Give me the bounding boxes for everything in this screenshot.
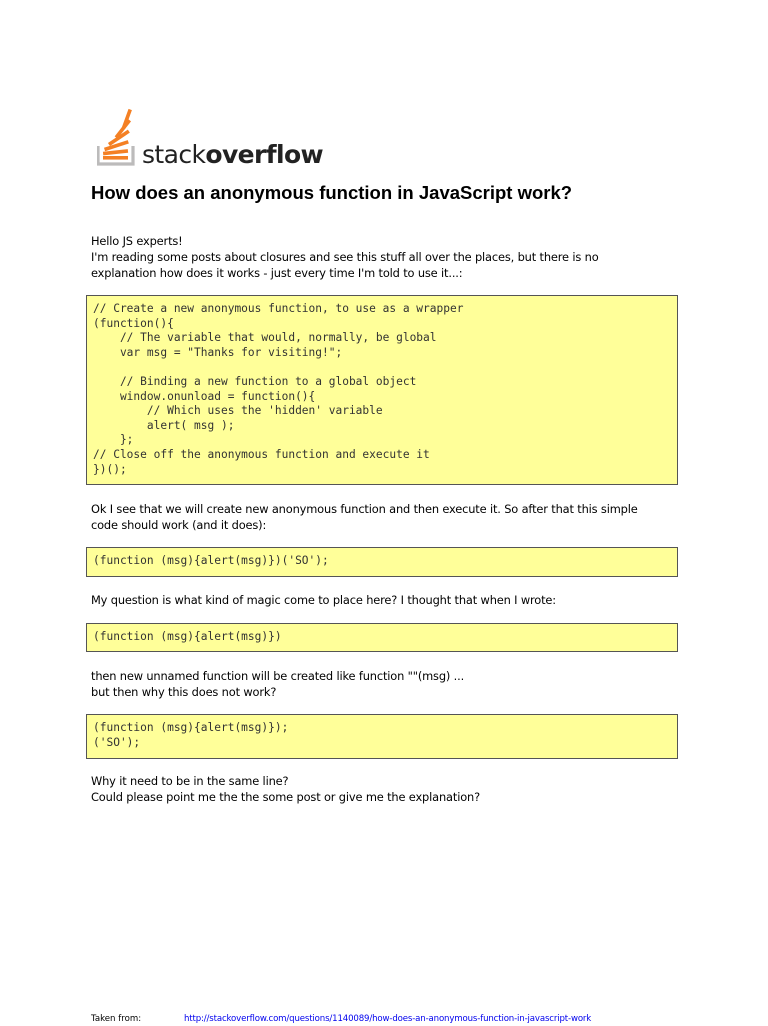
question-title: How does an anonymous function in JavaScript work? xyxy=(91,182,573,203)
code-block-broken-call: (function (msg){alert(msg)}); ('SO'); xyxy=(86,714,678,759)
code-block-working-call: (function (msg){alert(msg)})('SO'); xyxy=(86,547,678,577)
question-paragraph-4 xyxy=(91,668,464,700)
footer-source-link[interactable]: http://stackoverflow.com/questions/1140089/how-does-an-anonymous-function-in-javascript-work xyxy=(184,1014,592,1024)
footer-source-label: Taken from: xyxy=(91,1014,142,1024)
question-paragraph-5 xyxy=(91,773,480,805)
logo-word-overflow: overflow xyxy=(205,140,324,169)
code-block-wrapper-example: // Create a new anonymous function, to use as a wrapper (function(){ // The variable that would, normally, be global var msg = "Thanks for visiting!"; // Binding a new function to a global object window.onunload = function(){ // Which uses the 'hidden' variable alert( msg ); }; // Close off the anonymous function and execute it })(); xyxy=(86,295,678,485)
paragraph-line: Could please point me the the some post or give me the explanation? xyxy=(91,790,480,804)
intro-line: explanation how does it works - just every time I'm told to use it...: xyxy=(91,266,463,280)
paragraph-line: Ok I see that we will create new anonymous function and then execute it. So after that this simple xyxy=(91,502,638,516)
paragraph-line: My question is what kind of magic come to place here? I thought that when I wrote: xyxy=(91,593,556,607)
paragraph-line: code should work (and it does): xyxy=(91,518,267,532)
question-intro xyxy=(91,233,599,281)
paragraph-line: Why it need to be in the same line? xyxy=(91,774,289,788)
code-block-function-expression: (function (msg){alert(msg)}) xyxy=(86,623,678,652)
paragraph-line: then new unnamed function will be created like function ""(msg) ... xyxy=(91,669,465,683)
logo-word-stack: stack xyxy=(142,140,206,169)
stackoverflow-logo xyxy=(97,106,337,170)
paragraph-line: but then why this does not work? xyxy=(91,685,277,699)
question-paragraph-3 xyxy=(91,592,556,608)
intro-line: I'm reading some posts about closures and see this stuff all over the places, but there is no xyxy=(91,250,599,264)
logo-wordmark xyxy=(142,140,323,170)
logo-bar-1 xyxy=(103,156,128,160)
question-paragraph-2 xyxy=(91,501,638,533)
stackoverflow-logo-icon xyxy=(97,106,139,170)
intro-line: Hello JS experts! xyxy=(91,234,183,248)
